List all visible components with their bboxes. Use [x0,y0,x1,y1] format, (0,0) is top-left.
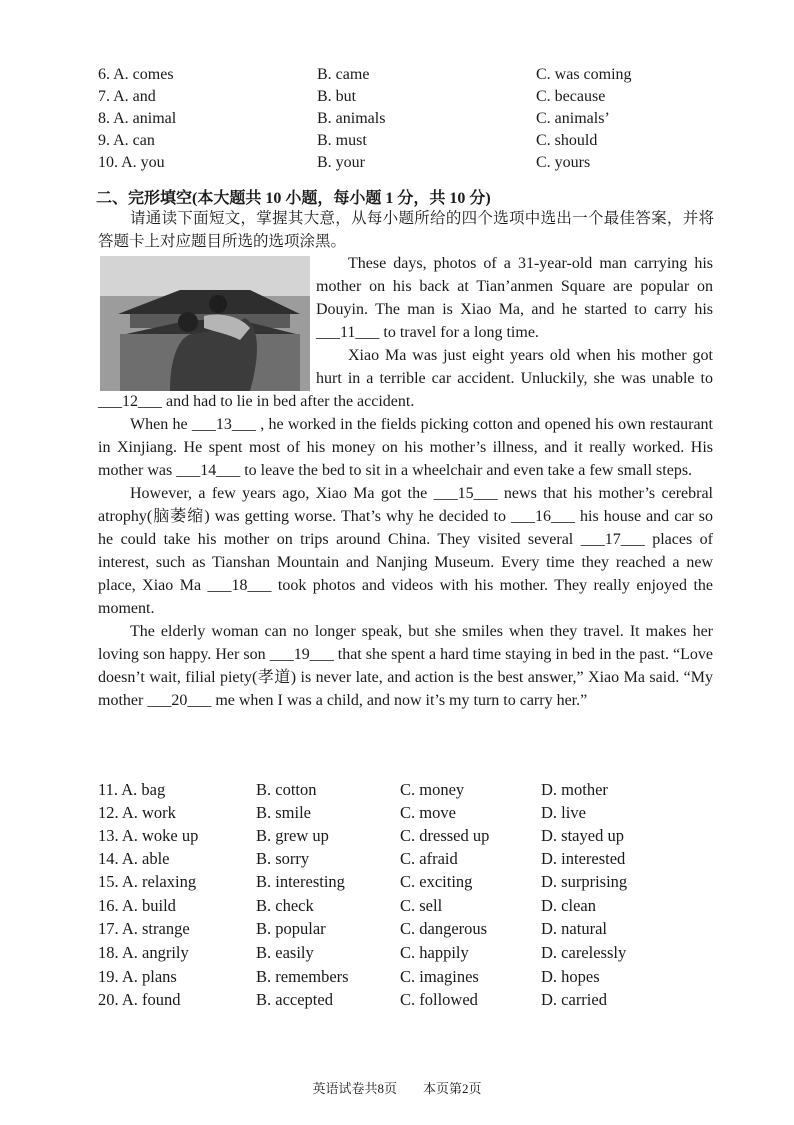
option-b: B. animals [317,110,386,127]
option-c: C. because [536,88,606,105]
option-row [98,803,718,826]
option-row [98,919,718,942]
option-row [98,990,718,1013]
blank-20: ___20___ [147,692,212,709]
option-row [98,780,718,803]
option-row [98,88,698,110]
option-a: 7. A. and [98,88,156,105]
text-segment: that she spent a hard time staying in bed in the past. “Love doesn’t wait, filial piety(孝道) is never late, and action is the best answer,” Xiao Ma said. “My mother [98,646,714,709]
option-c: C. followed [400,990,478,1009]
option-d: D. natural [541,919,607,938]
page-footer: 英语试卷共8页 本页第2页 [312,1081,482,1096]
option-row [98,132,698,154]
option-b: B. accepted [256,990,333,1009]
option-c: C. afraid [400,849,458,868]
text-segment: his house and car so he could take his mother on trips around China. They visited several [98,508,714,548]
option-row [98,967,718,990]
option-c: C. money [400,780,465,799]
option-d: D. hopes [541,967,600,986]
option-d: D. interested [541,849,626,868]
option-c: C. dangerous [400,919,488,938]
text-segment: me when I was a child, and now it’s my turn to carry her.” [211,692,588,709]
option-d: D. clean [541,896,596,915]
option-b: B. popular [256,919,326,938]
option-a: 20. A. found [98,990,181,1009]
option-b: B. must [317,132,367,149]
option-c: C. imagines [400,967,479,986]
option-a: 16. A. build [98,896,176,915]
option-row [98,849,718,872]
option-d: D. mother [541,780,608,799]
option-b: B. came [317,66,370,83]
blank-13: ___13___ [191,416,256,433]
blank-18: ___18___ [207,577,272,594]
option-b: B. grew up [256,826,329,845]
option-row [98,66,698,88]
blank-19: ___19___ [269,646,334,663]
option-b: B. check [256,896,314,915]
blank-15: ___15___ [433,485,498,502]
blank-11: ___11___ [316,324,380,341]
text-segment: When he [130,416,192,433]
option-a: 8. A. animal [98,110,177,127]
option-row [98,110,698,132]
option-a: 14. A. able [98,849,170,868]
option-a: 15. A. relaxing [98,872,197,891]
cloze-passage [98,252,713,712]
option-row [98,896,718,919]
paragraph-4 [98,482,713,620]
text-segment: news that his mother’s cerebral atrophy(脑萎缩) was getting worse. That’s why he decided to [98,485,713,525]
option-d: D. live [541,803,586,822]
section-heading: 二、完形填空(本大题共 10 小题，每小题 1 分，共 10 分) [96,190,491,207]
text-segment: and had to lie in bed after the accident. [162,393,415,410]
text-segment: to leave the bed to sit in a wheelchair and even take a few small steps. [240,462,693,479]
option-a: 11. A. bag [98,780,166,799]
text-segment: took photos and videos with his mother. They really enjoyed the moment. [98,577,713,617]
option-row [98,872,718,895]
option-c: C. yours [536,154,591,171]
text-segment: However, a few years ago, Xiao Ma got the [130,485,434,502]
text-segment: to travel for a long time. [379,324,539,341]
text-segment: places of interest, such as Tianshan Mountain and Nanjing Museum. Every time they reached a new place, Xiao Ma [98,531,714,594]
paragraph-3 [98,413,713,482]
option-d: D. stayed up [541,826,624,845]
option-a: 12. A. work [98,803,176,822]
blank-12: ___12___ [98,393,162,410]
option-b: B. smile [256,803,312,822]
blank-16: ___16___ [511,508,575,525]
text-segment: , he worked in the fields picking cotton and opened his own restaurant in Xinjiang. He spent most of his money on his mother’s illness, and it really worked. His mother was [98,416,713,479]
option-c: C. should [536,132,598,149]
option-a: 19. A. plans [98,967,177,986]
option-c: C. happily [400,943,469,962]
option-a: 10. A. you [98,154,165,171]
text-segment: The elderly woman can no longer speak, but she smiles when they travel. It makes her loving son happy. Her son [98,623,713,663]
option-b: B. but [317,88,357,105]
text-segment: These days, photos of a 31-year-old man carrying his mother on his back at Tian’anmen Square are popular on Douyin. The man is Xiao Ma, and he started to carry his [316,255,713,318]
option-b: B. remembers [256,967,349,986]
blank-17: ___17___ [580,531,645,548]
option-a: 17. A. strange [98,919,190,938]
option-a: 13. A. woke up [98,826,199,845]
option-d: D. surprising [541,872,628,891]
option-c: C. was coming [536,66,632,83]
option-d: D. carried [541,990,607,1009]
option-c: C. sell [400,896,443,915]
paragraph-5 [98,620,713,712]
option-c: C. dressed up [400,826,490,845]
option-row [98,943,718,966]
option-b: B. easily [256,943,314,962]
option-row [98,826,718,849]
option-d: D. carelessly [541,943,627,962]
option-a: 18. A. angrily [98,943,189,962]
option-c: C. animals’ [536,110,610,127]
option-a: 9. A. can [98,132,155,149]
option-a: 6. A. comes [98,66,174,83]
photo-wrap-spacer [98,252,316,388]
option-c: C. exciting [400,872,473,891]
section-instructions: 请通读下面短文，掌握其大意，从每小题所给的四个选项中选出一个最佳答案，并将答题卡上对应题目所选的选项涂黑。 [98,210,714,250]
blank-14: ___14___ [176,462,241,479]
option-b: B. interesting [256,872,345,891]
text-segment: Xiao Ma was just eight years old when his mother got hurt in a terrible car accident. Unluckily, she was unable to [316,347,713,387]
option-b: B. cotton [256,780,317,799]
option-row [98,154,698,176]
option-c: C. move [400,803,456,822]
option-b: B. sorry [256,849,310,868]
option-b: B. your [317,154,365,171]
